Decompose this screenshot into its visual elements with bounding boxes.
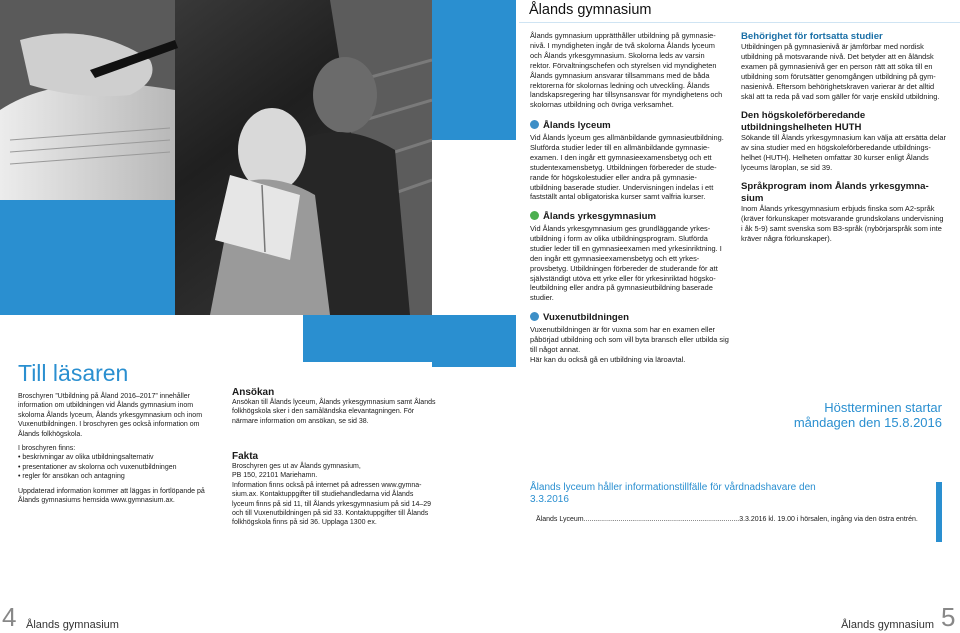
hogskole-title: Den högskoleförberedande utbildningshelheten HUTH xyxy=(741,110,866,133)
info-row-dots: ................................................................................ xyxy=(583,516,740,523)
blue-block xyxy=(303,315,432,362)
yrkes-text: Vid Ålands yrkesgymnasium ges grundläggande yrkesutbildning i form av olika utbildningsprogram. Slutförda studier leder till en gymnasieexamen med yrkesinriktning. I den ingår ett gymnasieexamensbetyg och ett yrkesprovsbetyg. Utbildningen förbereder de studerande för att självständigt utöva ett yrke eller för yrkesinriktad högskoleutbildning eller andra på gymnasieutbildning baserade studier. xyxy=(530,224,722,303)
blue-block xyxy=(0,200,175,315)
blue-dot-icon xyxy=(530,312,539,321)
hosttermin-line-1: Höstterminen startar xyxy=(824,400,942,415)
info-row-value: 3.3.2016 kl. 19.00 i hörsalen, ingång via den östra entrén. xyxy=(739,516,918,523)
fakta-line-3: Information finns också på internet på adressen www.gymnasium.ax. Kontaktuppgifter till studiehandledarna vid Ålands lyceum finns på sid 11, till Ålands yrkesgymnasium på sid 14–29 och till Vuxenutbildningen på sid 33. Kontaktuppgifter till Ålands folkhögskola finns på sid 36. Upplaga 1300 ex. xyxy=(232,481,432,527)
blue-block xyxy=(432,0,516,140)
blue-dot-icon xyxy=(530,120,539,129)
list-item: • presentationer av skolorna och vuxenutbildningen xyxy=(18,463,177,471)
sprak-title: Språkprogram inom Ålands yrkesgymnasium xyxy=(741,181,929,204)
intro-text: Ålands gymnasium upprätthåller utbildning på gymnasienivå. I myndigheten ingår de två skolorna Ålands lyceum och Ålands yrkesgymnasium. Skolorna leds av varsin rektor. Förvaltningschefen och styrelsen vid myndigheten Ålands gymnasium ansvarar tillsammans med de båda rektorerna för skolornas ledning och utveckling. Ålands landskapsregering har tillsynsansvar för myndighetens och skolornas utbildning och övriga verksamhet. xyxy=(530,31,723,110)
hosttermin-notice xyxy=(760,400,942,430)
yrkes-title: Ålands yrkesgymnasium xyxy=(543,211,657,222)
fakta-section xyxy=(232,451,437,528)
list-item: • regler för ansökan och antagning xyxy=(18,473,125,481)
lyceum-section xyxy=(530,120,725,202)
hosttermin-line-2: måndagen den 15.8.2016 xyxy=(793,415,942,430)
fakta-line-1: Broschyren ges ut av Ålands gymnasium, xyxy=(232,463,361,470)
lyceum-heading xyxy=(530,120,725,131)
fakta-title: Fakta xyxy=(232,451,259,462)
sprak-section xyxy=(741,181,946,244)
sprak-text: Inom Ålands yrkesgymnasium erbjuds finska som A2-språk (kräver förkunskaper motsvarande grundskolans undervisning i åk 5-9) samt svenska som B3-språk (nybörjarspråk som inte kräver några förkunskaper). xyxy=(741,204,944,243)
till-lasaren-title: Till läsaren xyxy=(18,360,129,386)
footer-label-right: Ålands gymnasium xyxy=(841,619,934,631)
vux-section xyxy=(530,312,730,365)
yrkes-section xyxy=(530,211,725,303)
behorighet-section xyxy=(741,31,946,101)
info-row xyxy=(536,515,931,524)
fakta-line-2: PB 150, 22101 Mariehamn. xyxy=(232,472,318,480)
info-row-label: Ålands Lyceum xyxy=(536,516,584,523)
vux-text-2: Här kan du också gå en utbildning via läroavtal. xyxy=(530,354,686,364)
header-title: Ålands gymnasium xyxy=(529,2,652,18)
page-number-left: 4 xyxy=(2,602,17,632)
page-number-right: 5 xyxy=(941,602,956,632)
header-bar xyxy=(519,0,960,23)
behorighet-title: Behörighet för fortsatta studier xyxy=(741,31,883,42)
vux-title: Vuxenutbildningen xyxy=(543,312,629,323)
info-box xyxy=(530,482,942,542)
ansokan-section xyxy=(232,387,437,426)
till-lasaren-p2: Uppdaterad information kommer att läggas in fortlöpande på Ålands gymnasiums hemsida www.gymnasium.ax. xyxy=(18,487,205,505)
vux-heading xyxy=(530,312,730,323)
footer-label-left: Ålands gymnasium xyxy=(26,619,119,631)
lyceum-title: Ålands lyceum xyxy=(543,120,611,131)
blue-block xyxy=(432,315,516,367)
ansokan-text: Ansökan till Ålands lyceum, Ålands yrkesgymnasium samt Ålands folkhögskola sker i den samåländska elevantagningen. För närmare information om ansökan, se sid 38. xyxy=(232,399,436,425)
behorighet-text: Utbildningen på gymnasienivå är jämförbar med nordisk utbildning på motsvarande nivå. Det betyder att en åländsk examen på gymnasienivå ger en person rätt att söka till en utbildning som förutsätter genomgången utbildning på gymnasienivå. Eftersom behörighetskraven varierar är det alltid skäl att ta reda på vad som gäller för varje enskild utbildning. xyxy=(741,42,940,101)
hogskole-text: Sökande till Ålands yrkesgymnasium kan välja att ersätta delar av sina studier med en högskoleförberedande utbildningshelhet (HUTH). Helheten omfattar 30 kurser enligt Ålands lyceums läroplan, se sid 39. xyxy=(741,133,946,172)
ansokan-title: Ansökan xyxy=(232,387,275,398)
green-dot-icon xyxy=(530,211,539,220)
vux-text: Vuxenutbildningen är för vuxna som har en examen eller påbörjad utbildning och som vill byta bransch eller utbilda sig till något annat. xyxy=(530,325,729,354)
yrkes-heading xyxy=(530,211,725,222)
list-item: • beskrivningar av olika utbildningsalternativ xyxy=(18,454,154,462)
hogskole-section xyxy=(741,110,946,173)
till-lasaren-p1: Broschyren ”Utbildning på Åland 2016–2017” innehåller information om utbildningen vid Ålands gymnasium inom skolorna Ålands lyceum, Ålands yrkesgymnasium och inom Vuxenutbildningen. I broschyren ges också information om Ålands folkhögskola. xyxy=(18,393,203,438)
info-accent-bar xyxy=(936,482,942,542)
till-lasaren-body xyxy=(18,392,218,505)
lyceum-text: Vid Ålands lyceum ges allmänbildande gymnasieutbildning. Slutförda studier leder till en allmänbildande gymnasieexamen. I den ingår ett gymnasieexamensbetyg och ett studentexamensbetyg. Utbildningen förbereder de studerande för högskolestudier eller andra på gymnasieutbildning baserade studier. Undervisningen indelas i ett fastställt antal obligatoriska kurser samt valfria kurser. xyxy=(530,133,724,202)
info-title: Ålands lyceum håller informationstillfälle för vårdnadshavare den 3.3.2016 xyxy=(530,482,816,505)
till-lasaren-list-title: I broschyren finns: xyxy=(18,445,76,453)
